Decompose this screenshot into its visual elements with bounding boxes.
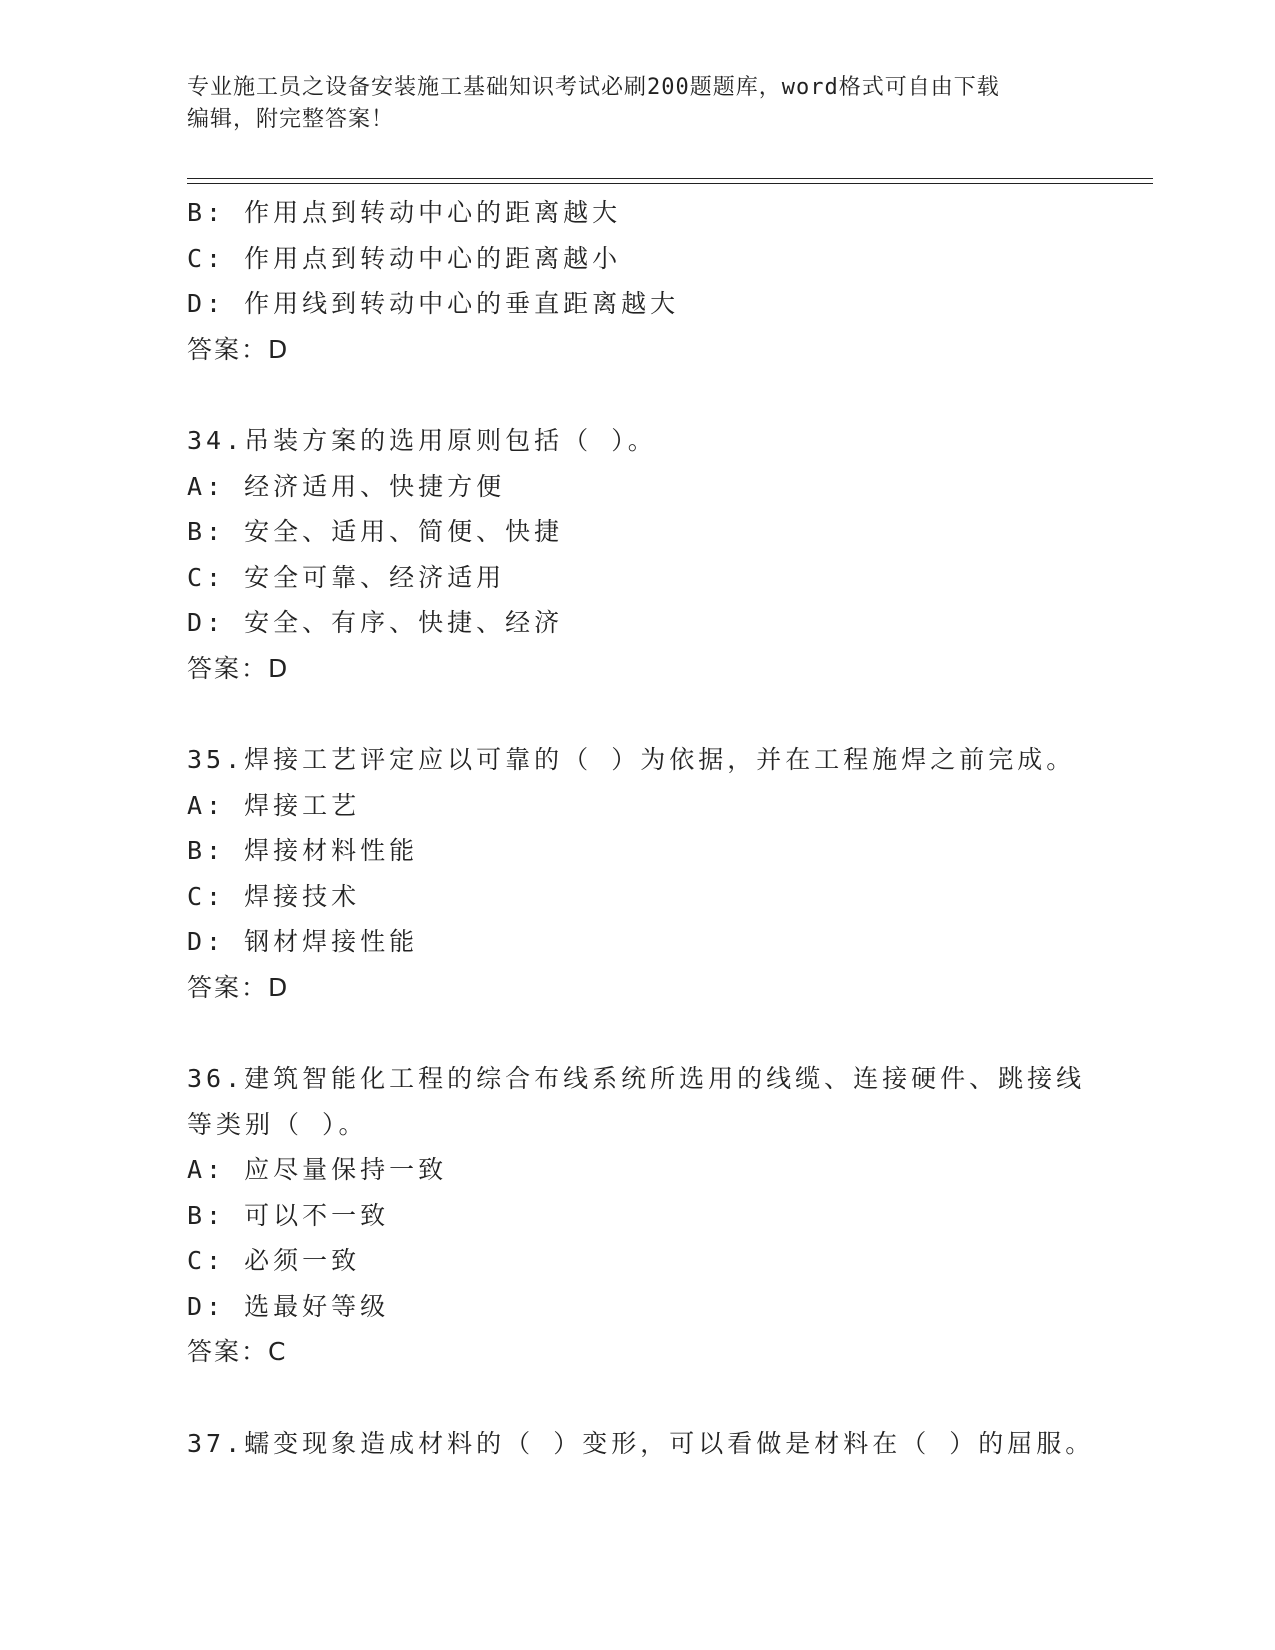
question-list [187, 190, 1095, 1466]
question-text-line-2: 等类别（ ）。 [187, 1109, 368, 1139]
option-c: C: 安全可靠、经济适用 [187, 562, 506, 592]
option-a: A: 经济适用、快捷方便 [187, 471, 506, 501]
answer: 答案：D [187, 334, 290, 364]
option-d: D: 安全、有序、快捷、经济 [187, 608, 564, 637]
option-b: B: 可以不一致 [187, 1200, 390, 1230]
option-d: D: 作用线到转动中心的垂直距离越大 [187, 289, 680, 318]
spacer [187, 372, 1087, 418]
option-a: A: 焊接工艺 [187, 790, 361, 820]
header-title-line-1: 专业施工员之设备安装施工基础知识考试必刷200题题库，word格式可自由下载 [187, 75, 1000, 100]
spacer [187, 691, 1087, 737]
option-b: B: 焊接材料性能 [187, 836, 419, 865]
header-divider-bottom [187, 183, 1153, 184]
question-36 [187, 1056, 1087, 1375]
option-c: C: 作用点到转动中心的距离越小 [187, 243, 622, 273]
question-text: 35.焊接工艺评定应以可靠的（ ）为依据，并在工程施焊之前完成。 [187, 745, 1076, 774]
answer: 答案：C [187, 1337, 288, 1366]
spacer [187, 1010, 1087, 1056]
option-d: D: 钢材焊接性能 [187, 927, 419, 956]
question-37 [187, 1421, 1095, 1467]
option-d: D: 选最好等级 [187, 1291, 390, 1321]
question-text-line-1: 36.建筑智能化工程的综合布线系统所选用的线缆、连接硬件、跳接线 [187, 1064, 1086, 1093]
header-divider-top [187, 178, 1153, 179]
answer: 答案：D [187, 972, 290, 1002]
question-text: 34.吊装方案的选用原则包括（ ）。 [187, 426, 657, 455]
spacer [187, 1375, 1087, 1421]
document-header [187, 72, 1087, 136]
answer: 答案：D [187, 653, 290, 683]
option-b: B: 作用点到转动中心的距离越大 [187, 198, 622, 227]
question-33 [187, 190, 1087, 372]
option-b: B: 安全、适用、简便、快捷 [187, 517, 564, 546]
option-c: C: 焊接技术 [187, 881, 361, 911]
header-title-line-2: 编辑，附完整答案！ [187, 107, 395, 132]
question-35 [187, 737, 1087, 1010]
option-a: A: 应尽量保持一致 [187, 1155, 448, 1184]
question-text: 37.蠕变现象造成材料的（ ）变形，可以看做是材料在（ ）的屈服。 [187, 1428, 1095, 1458]
question-34 [187, 418, 1087, 691]
option-c: C: 必须一致 [187, 1246, 361, 1275]
